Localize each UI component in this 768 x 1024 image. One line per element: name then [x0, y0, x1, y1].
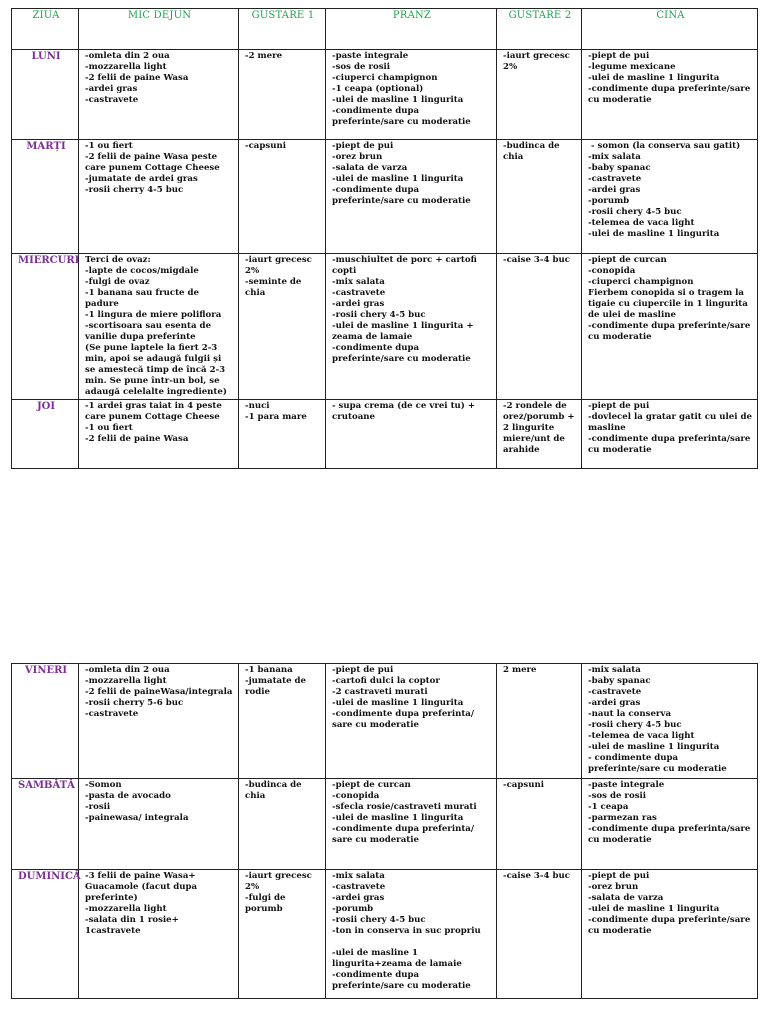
- meal-item: -ciuperci champignon: [332, 73, 438, 83]
- meal-item: -muschiultet de porc + cartofi copti: [332, 255, 480, 276]
- meal-item: -porumb: [588, 196, 630, 206]
- meal-item: -castravete: [588, 174, 642, 184]
- meal-item: -omleta din 2 oua: [85, 665, 170, 675]
- meal-cell-mic-dejun: [79, 664, 239, 779]
- meal-cell-pranz: [326, 254, 497, 400]
- meal-cell-gustare-2: [497, 779, 582, 870]
- day-row: [12, 400, 758, 469]
- meal-item: - somon (la conserva sau gatit): [588, 141, 741, 151]
- meal-cell-pranz: [326, 779, 497, 870]
- meal-cell-pranz: [326, 140, 497, 254]
- meal-item: -ulei de masline 1 lingurita+zeama de lamaie: [332, 948, 462, 969]
- meal-item: -rosii chery 4-5 buc: [332, 915, 426, 925]
- meal-cell-gustare-1: [239, 779, 326, 870]
- meal-item: -paste integrale: [588, 780, 665, 790]
- meal-item: Terci de ovaz:: [85, 255, 151, 265]
- day-row: [12, 870, 758, 999]
- meal-item: -2 felii de paine Wasa: [85, 73, 189, 83]
- meal-item: -ciuperci champignon: [588, 277, 694, 287]
- meal-cell-cina: [582, 140, 758, 254]
- meal-item: -jumatate de rodie: [245, 676, 310, 697]
- meal-item: -condimente dupa preferinte/sare cu moderatie: [588, 321, 754, 342]
- day-label: MIERCURI: [12, 254, 79, 400]
- meal-item: -2 felii de paine Wasa peste care punem Cottage Cheese: [85, 152, 221, 173]
- meal-item: -conopida: [332, 791, 380, 801]
- meal-item: -nuci: [245, 401, 270, 411]
- meal-item: 2 mere: [503, 665, 537, 675]
- meal-item: -fulgi de ovaz: [85, 277, 150, 287]
- meal-item: -ulei de masline 1 lingurita: [332, 813, 464, 823]
- meal-item: -ulei de masline 1 lingurita: [588, 742, 720, 752]
- meal-item: -ardei gras: [588, 698, 641, 708]
- meal-item: -ulei de masline 1 lingurita: [588, 73, 720, 83]
- meal-item: -ulei de masline 1 lingurita: [332, 698, 464, 708]
- meal-item: -1 banana sau fructe de padure: [85, 288, 202, 309]
- meal-item: -budinca de chia: [245, 780, 305, 801]
- meal-cell-cina: [582, 50, 758, 140]
- meal-item: - condimente dupa preferinte/sare cu moderatie: [588, 753, 727, 774]
- meal-cell-pranz: [326, 870, 497, 999]
- meal-cell-gustare-1: [239, 664, 326, 779]
- meal-item: -scortisoara sau esenta de vanilie dupa preferinte: [85, 321, 215, 342]
- meal-cell-pranz: [326, 664, 497, 779]
- meal-item: -rosii cherry 4-5 buc: [85, 185, 184, 195]
- meal-item: -2 felii de paineWasa/integrala: [85, 687, 233, 697]
- meal-item: -porumb: [332, 904, 374, 914]
- meal-cell-gustare-2: [497, 870, 582, 999]
- meal-item: -ton in conserva in suc propriu: [332, 926, 481, 936]
- meal-item: -condimente dupa preferinte/sare cu moderatie: [332, 970, 471, 991]
- meal-item: -ardei gras: [332, 893, 385, 903]
- meal-item: -condimente dupa preferinta/sare cu moderatie: [588, 824, 754, 845]
- meal-item: -condimente dupa preferinta/ sare cu moderatie: [332, 824, 478, 845]
- meal-item: -2 rondele de orez/porumb + 2 lingurite miere/unt de arahide: [503, 401, 578, 455]
- meal-cell-mic-dejun: [79, 254, 239, 400]
- meal-item: Fierbem conopida si o tragem la tigaie cu ciupercile in 1 lingurita de ulei de masline: [588, 288, 751, 320]
- meal-item: -lapte de cocos/migdale: [85, 266, 199, 276]
- day-row: [12, 779, 758, 870]
- day-label: VINERI: [12, 664, 79, 779]
- meal-item: -budinca de chia: [503, 141, 563, 162]
- day-row: [12, 664, 758, 779]
- meal-item: -salata din 1 rosie+ 1castravete: [85, 915, 182, 936]
- meal-item: -condimente dupa preferinte/sare cu moderatie: [332, 185, 471, 206]
- meal-cell-gustare-1: [239, 400, 326, 469]
- meal-item: -mix salata: [588, 665, 641, 675]
- meal-item: -ardei gras: [85, 84, 138, 94]
- meal-item: -dovlecel la gratar gatit cu ulei de masline: [588, 412, 755, 433]
- meal-item: -ardei gras: [332, 299, 385, 309]
- meal-item: -seminte de chia: [245, 277, 305, 298]
- meal-item: -orez brun: [332, 152, 383, 162]
- meal-item: -salata de varza: [332, 163, 408, 173]
- meal-item: -condimente dupa preferinte/sare cu moderatie: [332, 343, 471, 364]
- meal-item: -iaurt grecesc 2%: [245, 255, 315, 276]
- meal-item: -pasta de avocado: [85, 791, 171, 801]
- meal-cell-cina: [582, 254, 758, 400]
- meal-item: -2 felii de paine Wasa: [85, 434, 189, 444]
- meal-item: -baby spanac: [588, 163, 651, 173]
- meal-item: -capsuni: [245, 141, 286, 151]
- meal-item: -ulei de masline 1 lingurita: [588, 904, 720, 914]
- meal-item: -mix salata: [332, 871, 385, 881]
- day-label: MARȚI: [12, 140, 79, 254]
- meal-cell-pranz: [326, 400, 497, 469]
- day-row: [12, 254, 758, 400]
- meal-item: -mozzarella light: [85, 904, 167, 914]
- meal-item: -condimente dupa preferinta/sare cu moderatie: [588, 434, 754, 455]
- meal-item: -rosii: [85, 802, 111, 812]
- meal-item: -1 para mare: [245, 412, 307, 422]
- meal-item: -rosii chery 4-5 buc: [332, 310, 426, 320]
- meal-item: -rosii chery 4-5 buc: [588, 720, 682, 730]
- meal-item: -legume mexicane: [588, 62, 676, 72]
- meal-item: -piept de curcan: [332, 780, 411, 790]
- meal-item: -1 lingura de miere poliflora: [85, 310, 222, 320]
- meal-item: -cartofi dulci la coptor: [332, 676, 440, 686]
- day-label: DUMINICĂ: [12, 870, 79, 999]
- meal-item: -condimente dupa preferinte/sare cu moderatie: [588, 915, 754, 936]
- meal-item: -mix salata: [332, 277, 385, 287]
- meal-item: -sos de rosii: [588, 791, 647, 801]
- meal-item: -ulei de masline 1 lingurita: [332, 95, 464, 105]
- meal-item: -ulei de masline 1 lingurita: [332, 174, 464, 184]
- meal-item: -paste integrale: [332, 51, 409, 61]
- meal-plan-table-1: [11, 8, 758, 469]
- meal-cell-cina: [582, 870, 758, 999]
- meal-cell-mic-dejun: [79, 50, 239, 140]
- meal-item: [332, 937, 492, 948]
- meal-item: -conopida: [588, 266, 636, 276]
- meal-item: -castravete: [332, 882, 386, 892]
- meal-item: -caise 3-4 buc: [503, 871, 570, 881]
- meal-item: -mix salata: [588, 152, 641, 162]
- meal-item: -omleta din 2 oua: [85, 51, 170, 61]
- meal-item: -piept de pui: [332, 141, 394, 151]
- meal-item: -sfecla rosie/castraveti murati: [332, 802, 477, 812]
- meal-item: - supa crema (de ce vrei tu) + crutoane: [332, 401, 479, 422]
- meal-item: -rosii cherry 5-6 buc: [85, 698, 184, 708]
- header-gustare-1: GUSTARE 1: [239, 9, 326, 50]
- day-row: [12, 140, 758, 254]
- meal-item: -mozzarella light: [85, 676, 167, 686]
- meal-item: -orez brun: [588, 882, 639, 892]
- meal-item: -condimente dupa preferinta/ sare cu moderatie: [332, 709, 478, 730]
- meal-item: -condimente dupa preferinte/sare cu moderatie: [588, 84, 754, 105]
- meal-item: -iaurt grecesc 2%: [245, 871, 315, 892]
- meal-item: -piept de pui: [588, 51, 650, 61]
- meal-cell-pranz: [326, 50, 497, 140]
- day-label: JOI: [12, 400, 79, 469]
- meal-item: -mozzarella light: [85, 62, 167, 72]
- meal-item: -piept de pui: [332, 665, 394, 675]
- header-cina: CINA: [582, 9, 758, 50]
- meal-cell-mic-dejun: [79, 140, 239, 254]
- meal-item: -castravete: [85, 95, 139, 105]
- meal-cell-gustare-2: [497, 254, 582, 400]
- meal-item: -salata de varza: [588, 893, 664, 903]
- meal-item: -naut la conserva: [588, 709, 672, 719]
- meal-cell-gustare-1: [239, 140, 326, 254]
- meal-plan-table-2: [11, 663, 758, 999]
- meal-item: -baby spanac: [588, 676, 651, 686]
- meal-item: -parmezan ras: [588, 813, 657, 823]
- meal-item: -piept de pui: [588, 871, 650, 881]
- meal-item: -castravete: [332, 288, 386, 298]
- meal-item: -castravete: [85, 709, 139, 719]
- meal-cell-gustare-1: [239, 870, 326, 999]
- meal-item: -1 ceapa: [588, 802, 629, 812]
- meal-item: -iaurt grecesc 2%: [503, 51, 573, 72]
- meal-item: -1 ardei gras taiat in 4 peste care punem Cottage Cheese: [85, 401, 225, 422]
- meal-cell-gustare-1: [239, 254, 326, 400]
- meal-item: -ulei de masline 1 lingurita + zeama de lamaie: [332, 321, 477, 342]
- meal-cell-gustare-2: [497, 664, 582, 779]
- meal-item: -telemea de vaca light: [588, 731, 695, 741]
- meal-item: -rosii chery 4-5 buc: [588, 207, 682, 217]
- meal-cell-cina: [582, 779, 758, 870]
- meal-cell-gustare-2: [497, 400, 582, 469]
- meal-cell-gustare-2: [497, 140, 582, 254]
- meal-item: -3 felii de paine Wasa+ Guacamole (facut dupa preferinte): [85, 871, 201, 903]
- header-row: [12, 9, 758, 50]
- meal-item: -piept de pui: [588, 401, 650, 411]
- meal-item: -Somon: [85, 780, 122, 790]
- day-row: [12, 50, 758, 140]
- meal-item: -ardei gras: [588, 185, 641, 195]
- meal-item: -castravete: [588, 687, 642, 697]
- header-pranz: PRANZ: [326, 9, 497, 50]
- meal-item: -fulgi de porumb: [245, 893, 289, 914]
- meal-item: -painewasa/ integrala: [85, 813, 189, 823]
- meal-cell-cina: [582, 400, 758, 469]
- header-ziua: ZIUA: [12, 9, 79, 50]
- meal-item: -telemea de vaca light: [588, 218, 695, 228]
- meal-cell-gustare-2: [497, 50, 582, 140]
- meal-cell-cina: [582, 664, 758, 779]
- meal-item: -1 ou fiert: [85, 141, 133, 151]
- meal-item: -2 mere: [245, 51, 283, 61]
- meal-cell-mic-dejun: [79, 779, 239, 870]
- meal-cell-gustare-1: [239, 50, 326, 140]
- meal-item: (Se pune laptele la fiert 2-3 min, apoi se adaugă fulgii și se amestecă timp de încă 2-3 min. Se pune într-un bol, se adaugă celelalte ingrediente): [85, 343, 229, 397]
- meal-item: -piept de curcan: [588, 255, 667, 265]
- meal-cell-mic-dejun: [79, 870, 239, 999]
- meal-item: -jumatate de ardei gras: [85, 174, 198, 184]
- header-gustare-2: GUSTARE 2: [497, 9, 582, 50]
- meal-item: -capsuni: [503, 780, 544, 790]
- meal-item: -ulei de masline 1 lingurita: [588, 229, 720, 239]
- header-mic-dejun: MIC DEJUN: [79, 9, 239, 50]
- meal-item: -1 ou fiert: [85, 423, 133, 433]
- meal-item: -sos de rosii: [332, 62, 391, 72]
- meal-item: -caise 3-4 buc: [503, 255, 570, 265]
- meal-item: -condimente dupa preferinte/sare cu moderatie: [332, 106, 471, 127]
- meal-item: -2 castraveti murati: [332, 687, 428, 697]
- day-label: SAMBĂTĂ: [12, 779, 79, 870]
- meal-cell-mic-dejun: [79, 400, 239, 469]
- meal-item: -1 banana: [245, 665, 293, 675]
- meal-item: -1 ceapa (optional): [332, 84, 424, 94]
- day-label: LUNI: [12, 50, 79, 140]
